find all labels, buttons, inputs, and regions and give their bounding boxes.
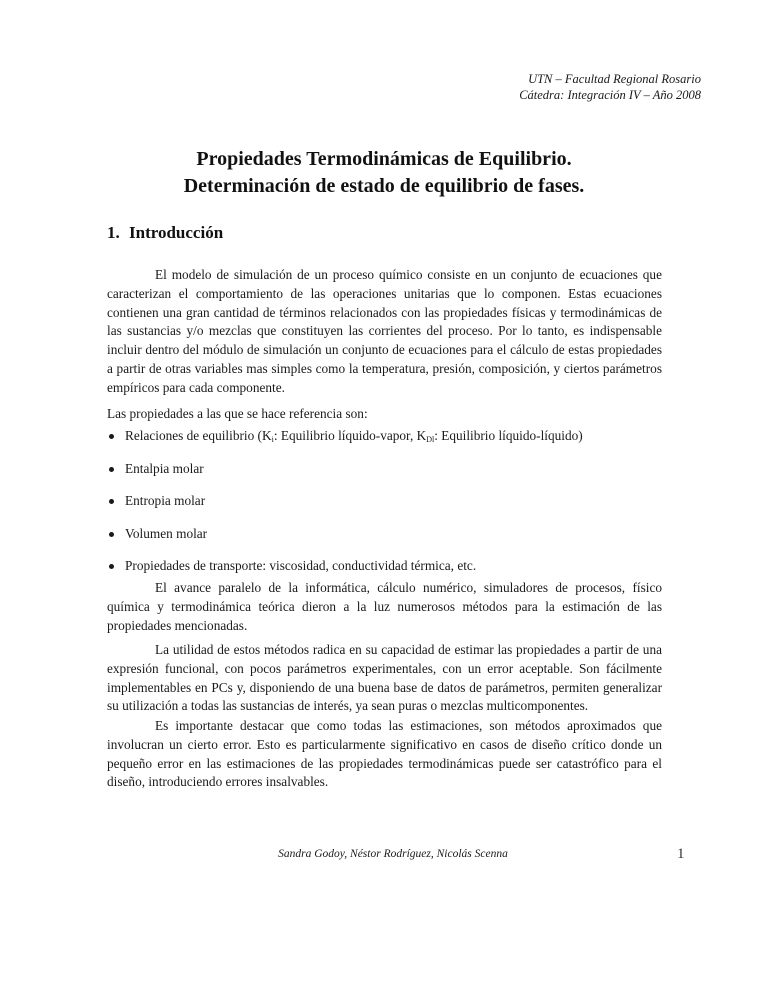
header-course: Cátedra: Integración IV – Año 2008 xyxy=(519,88,701,102)
subscript-dl: Dl xyxy=(426,435,435,444)
properties-list xyxy=(107,427,667,590)
list-item xyxy=(107,460,667,493)
section-title: Introducción xyxy=(129,223,224,242)
equilibrium-text-prefix: Relaciones de equilibrio (K xyxy=(125,428,272,443)
bullet-icon xyxy=(109,499,114,504)
list-item-text: Entropia molar xyxy=(125,493,206,508)
equilibrium-text-middle: : Equilibrio líquido-vapor, K xyxy=(273,428,427,443)
list-item-text xyxy=(125,427,583,445)
section-number: 1. xyxy=(107,223,120,242)
section-heading-introduccion xyxy=(107,223,223,243)
list-item-text: Volumen molar xyxy=(125,525,208,541)
page-number: 1 xyxy=(677,846,685,862)
running-header xyxy=(519,71,701,103)
header-institution: UTN – Facultad Regional Rosario xyxy=(528,72,701,86)
bullet-icon xyxy=(109,434,114,439)
paragraph-properties-lead: Las propiedades a las que se hace referencia son: xyxy=(107,406,368,421)
list-item-text: Entalpia molar xyxy=(125,460,204,476)
list-item xyxy=(107,492,667,525)
list-item xyxy=(107,525,667,558)
footer-authors: Sandra Godoy, Néstor Rodríguez, Nicolás Scenna xyxy=(278,848,508,860)
paragraph-advances: El avance paralelo de la informática, cálculo numérico, simuladores de procesos, físico química y termodinámica teórica dieron a la luz numerosos métodos para la estimación de las propiedades mencionadas. xyxy=(107,580,662,633)
equilibrium-text-suffix: : Equilibrio líquido-líquido) xyxy=(434,428,583,443)
title-line-2: Determinación de estado de equilibrio de fases. xyxy=(183,175,585,197)
bullet-icon xyxy=(109,532,114,537)
subscript-i: i xyxy=(271,435,274,444)
paragraph-intro: El modelo de simulación de un proceso químico consiste en un conjunto de ecuaciones que caracterizan el comportamiento de las operaciones unitarias que lo componen. Estas ecuaciones contienen una gran cantidad de términos relacionados con las propiedades físicas y termodinámicas de las sustancias y/o mezclas que constituyen las corrientes del proceso. Por lo tanto, es indispensable incluir dentro del módulo de simulación un conjunto de ecuaciones para el cálculo de estas propiedades a partir de otras variables mas simples como la temperatura, presión, composición, y ciertos parámetros empíricos para cada componente. xyxy=(107,267,662,395)
paragraph-error: Es importante destacar que como todas las estimaciones, son métodos aproximados que involucran un cierto error. Esto es particularmente significativo en casos de diseño crítico donde un pequeño error en las estimaciones de las propiedades termodinámicas puede ser catastrófico para el diseño, introduciendo errores insalvables. xyxy=(107,718,662,790)
document-title xyxy=(0,146,768,200)
paragraph-utility: La utilidad de estos métodos radica en su capacidad de estimar las propiedades a partir de una expresión funcional, con pocos parámetros experimentales, con un error aceptable. Son fácilmente implementables en PCs y, disponiendo de una buena base de datos de parámetros, permiten generalizar su utilización a todas las sustancias de interés, ya sean puras o mezclas multicomponentes. xyxy=(107,642,662,714)
bullet-icon xyxy=(109,467,114,472)
title-line-1: Propiedades Termodinámicas de Equilibrio. xyxy=(196,148,572,170)
list-item xyxy=(107,427,667,460)
list-item-text: Propiedades de transporte: viscosidad, conductividad térmica, etc. xyxy=(125,558,477,573)
bullet-icon xyxy=(109,564,114,569)
